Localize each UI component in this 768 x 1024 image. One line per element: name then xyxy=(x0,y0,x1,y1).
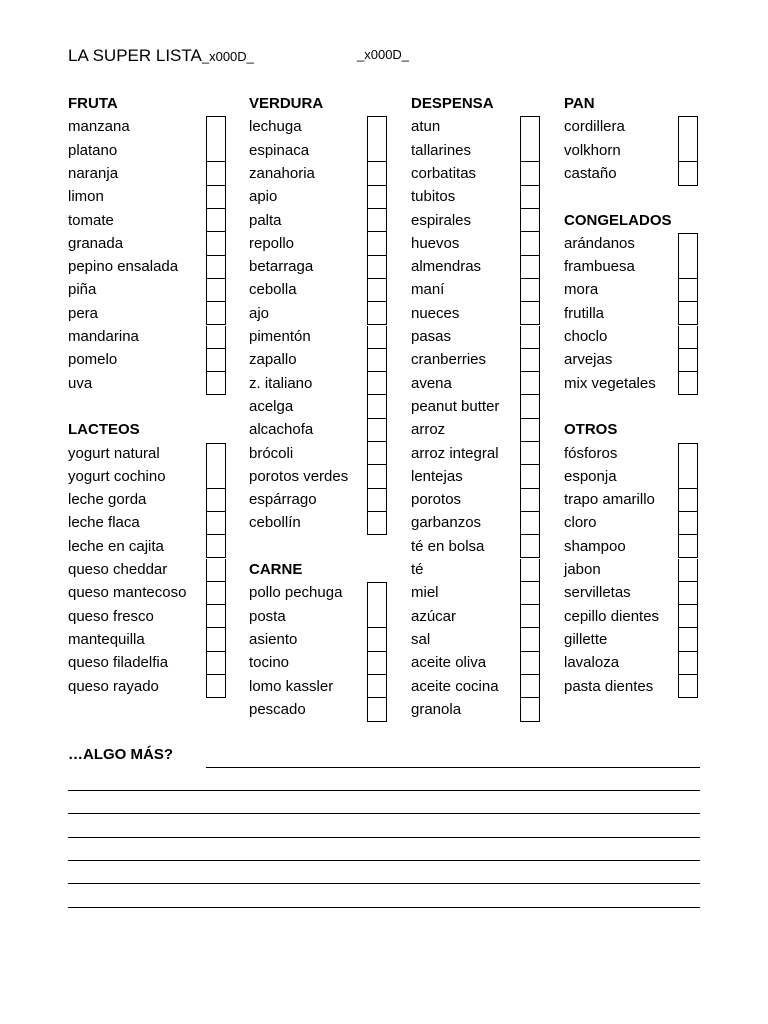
list-item-label: pasta dientes xyxy=(564,677,654,695)
list-item-label: espárrago xyxy=(249,491,317,509)
checkbox[interactable] xyxy=(520,302,540,325)
extra-line[interactable] xyxy=(68,907,700,908)
list-item-label: trapo amarillo xyxy=(564,491,655,509)
list-item-label: posta xyxy=(249,607,286,625)
list-item-label: leche en cajita xyxy=(68,537,164,555)
list-item-label: pollo pechuga xyxy=(249,584,343,602)
list-item-label: volkhorn xyxy=(564,141,621,159)
section-title-despensa: DESPENSA xyxy=(411,95,494,112)
list-item-label: uva xyxy=(68,374,93,392)
checkbox[interactable] xyxy=(520,139,540,162)
list-item-label: huevos xyxy=(411,234,460,252)
list-item-label: queso rayado xyxy=(68,677,159,695)
list-item-label: yogurt natural xyxy=(68,444,160,462)
extra-line[interactable] xyxy=(68,837,700,838)
checkbox[interactable] xyxy=(367,465,387,488)
checkbox[interactable] xyxy=(678,302,698,325)
checkbox[interactable] xyxy=(520,372,540,395)
checkbox[interactable] xyxy=(206,256,226,279)
page-title xyxy=(68,46,254,66)
list-item-label: granola xyxy=(411,700,462,718)
checkbox[interactable] xyxy=(206,279,226,302)
list-item-label: porotos xyxy=(411,491,462,509)
checkbox[interactable] xyxy=(367,628,387,651)
checkbox[interactable] xyxy=(206,326,226,349)
checkbox[interactable] xyxy=(367,419,387,442)
checkbox[interactable] xyxy=(206,675,226,698)
checkbox[interactable] xyxy=(678,326,698,349)
list-item-label: queso cheddar xyxy=(68,561,168,578)
checkbox[interactable] xyxy=(520,465,540,488)
checkbox[interactable] xyxy=(206,465,226,488)
checkbox[interactable] xyxy=(206,559,226,582)
checkbox[interactable] xyxy=(367,652,387,675)
checkbox[interactable] xyxy=(367,675,387,698)
checkbox[interactable] xyxy=(367,698,387,721)
list-item-label: palta xyxy=(249,211,282,229)
checkbox[interactable] xyxy=(520,652,540,675)
list-item-label: arándanos xyxy=(564,234,635,252)
title-text: LA SUPER LISTA xyxy=(68,46,202,65)
checkbox[interactable] xyxy=(367,209,387,232)
list-item-label: piña xyxy=(68,281,97,299)
list-item-label: z. italiano xyxy=(249,374,313,392)
list-item-label: alcachofa xyxy=(249,421,314,439)
list-item-label: yogurt cochino xyxy=(68,467,166,485)
section-title-pan: PAN xyxy=(564,95,595,112)
checkbox[interactable] xyxy=(367,512,387,535)
checkbox[interactable] xyxy=(206,512,226,535)
list-item-label: queso fresco xyxy=(68,607,154,625)
checkbox[interactable] xyxy=(678,652,698,675)
checkbox[interactable] xyxy=(367,279,387,302)
list-item-label: almendras xyxy=(411,258,482,276)
checkbox[interactable] xyxy=(678,162,698,185)
list-item-label: tomate xyxy=(68,211,114,229)
list-item-label: lavaloza xyxy=(564,654,620,672)
list-item-label: pera xyxy=(68,304,99,322)
checkbox[interactable] xyxy=(520,326,540,349)
list-item-label: frambuesa xyxy=(564,258,635,276)
list-item-label: tocino xyxy=(249,654,290,672)
list-item-label: cepillo dientes xyxy=(564,607,660,625)
checkbox[interactable] xyxy=(520,162,540,185)
list-item-label: pimentón xyxy=(249,328,311,345)
list-item-label: mix vegetales xyxy=(564,374,656,392)
list-item-label: espinaca xyxy=(249,141,310,159)
checkbox[interactable] xyxy=(206,116,226,140)
extra-line[interactable] xyxy=(206,767,700,768)
list-item-label: jabon xyxy=(564,561,601,578)
list-item-label: esponja xyxy=(564,467,617,485)
extra-line[interactable] xyxy=(68,860,700,861)
list-item-label: shampoo xyxy=(564,537,626,555)
list-item-label: nueces xyxy=(411,304,460,322)
checkbox[interactable] xyxy=(206,489,226,512)
checkbox[interactable] xyxy=(367,442,387,465)
section-title-otros: OTROS xyxy=(564,421,618,439)
checkbox[interactable] xyxy=(367,186,387,209)
list-item-label: zapallo xyxy=(249,351,297,369)
list-item-label: azúcar xyxy=(411,607,457,625)
list-item-label: queso mantecoso xyxy=(68,584,187,602)
checkbox[interactable] xyxy=(206,349,226,372)
list-item-label: castaño xyxy=(564,164,617,182)
checkbox[interactable] xyxy=(520,582,540,605)
checkbox[interactable] xyxy=(206,605,226,628)
checkbox[interactable] xyxy=(520,279,540,302)
checkbox[interactable] xyxy=(520,349,540,372)
list-item-label: arvejas xyxy=(564,351,613,369)
checkbox[interactable] xyxy=(206,535,226,558)
section-title-fruta: FRUTA xyxy=(68,95,118,112)
checkbox[interactable] xyxy=(678,675,698,698)
list-item-label: zanahoria xyxy=(249,164,315,182)
checkbox[interactable] xyxy=(520,489,540,512)
checkbox[interactable] xyxy=(367,162,387,185)
checkbox[interactable] xyxy=(206,443,226,467)
checkbox[interactable] xyxy=(206,652,226,675)
list-item-label: apio xyxy=(249,188,278,206)
list-item-label: leche flaca xyxy=(68,514,140,532)
list-item-label: granada xyxy=(68,234,124,252)
checkbox[interactable] xyxy=(520,628,540,651)
extra-label: …ALGO MÁS? xyxy=(68,746,173,763)
checkbox[interactable] xyxy=(520,419,540,442)
list-item-label: corbatitas xyxy=(411,164,477,182)
list-item-label: repollo xyxy=(249,234,295,252)
list-item-label: lechuga xyxy=(249,118,302,136)
list-item-label: pomelo xyxy=(68,351,118,369)
list-item-label: cranberries xyxy=(411,351,487,369)
checkbox[interactable] xyxy=(367,582,387,606)
checkbox[interactable] xyxy=(678,349,698,372)
list-item-label: servilletas xyxy=(564,584,631,602)
list-item-label: limon xyxy=(68,188,104,206)
list-item-label: gillette xyxy=(564,630,608,648)
list-item-label: leche gorda xyxy=(68,491,147,509)
checkbox[interactable] xyxy=(206,209,226,232)
checkbox[interactable] xyxy=(367,326,387,349)
checkbox[interactable] xyxy=(206,372,226,395)
list-item-label: arroz xyxy=(411,421,446,439)
list-item-label: lentejas xyxy=(411,467,463,485)
list-item-label: peanut butter xyxy=(411,397,500,415)
list-item-label: garbanzos xyxy=(411,514,482,532)
section-title-carne: CARNE xyxy=(249,561,303,578)
checkbox[interactable] xyxy=(206,186,226,209)
checkbox[interactable] xyxy=(520,395,540,418)
checkbox[interactable] xyxy=(678,512,698,535)
list-item-label: cebolla xyxy=(249,281,297,299)
checkbox[interactable] xyxy=(520,698,540,721)
list-item-label: pepino ensalada xyxy=(68,258,179,276)
list-item-label: pescado xyxy=(249,700,306,718)
checkbox[interactable] xyxy=(520,232,540,255)
checkbox[interactable] xyxy=(678,489,698,512)
list-item-label: mandarina xyxy=(68,328,139,345)
list-item-label: frutilla xyxy=(564,304,605,322)
checkbox[interactable] xyxy=(520,116,540,140)
checkbox[interactable] xyxy=(678,233,698,257)
list-item-label: fósforos xyxy=(564,444,618,462)
list-item-label: brócoli xyxy=(249,444,294,462)
checkbox[interactable] xyxy=(678,443,698,467)
checkbox[interactable] xyxy=(206,232,226,255)
section-title-lacteos: LACTEOS xyxy=(68,421,140,439)
list-item-label: miel xyxy=(411,584,439,602)
checkbox[interactable] xyxy=(678,559,698,582)
checkbox[interactable] xyxy=(520,442,540,465)
list-item-label: avena xyxy=(411,374,452,392)
extra-line[interactable] xyxy=(68,813,700,814)
checkbox[interactable] xyxy=(367,605,387,628)
checkbox[interactable] xyxy=(206,628,226,651)
checkbox[interactable] xyxy=(367,256,387,279)
section-title-congelados: CONGELADOS xyxy=(564,211,672,229)
list-item-label: porotos verdes xyxy=(249,467,349,485)
list-item-label: aceite oliva xyxy=(411,654,487,672)
title-suffix: _x000D_ xyxy=(201,49,254,64)
checkbox[interactable] xyxy=(367,139,387,162)
list-item-label: queso filadelfia xyxy=(68,654,169,672)
section-title-verdura: VERDURA xyxy=(249,95,324,112)
checkbox[interactable] xyxy=(367,232,387,255)
list-item-label: pasas xyxy=(411,328,452,345)
list-item-label: arroz integral xyxy=(411,444,499,462)
checkbox[interactable] xyxy=(367,116,387,140)
list-item-label: tubitos xyxy=(411,188,456,206)
checkbox[interactable] xyxy=(206,582,226,605)
checkbox[interactable] xyxy=(520,675,540,698)
list-item-label: atun xyxy=(411,118,441,136)
checkbox[interactable] xyxy=(678,535,698,558)
checkbox[interactable] xyxy=(678,139,698,162)
list-item-label: aceite cocina xyxy=(411,677,499,695)
checkbox[interactable] xyxy=(367,395,387,418)
list-item-label: asiento xyxy=(249,630,298,648)
checkbox[interactable] xyxy=(678,372,698,395)
checkbox[interactable] xyxy=(678,465,698,488)
extra-line[interactable] xyxy=(68,790,700,791)
checkbox[interactable] xyxy=(678,256,698,279)
checkbox[interactable] xyxy=(678,628,698,651)
list-item-label: lomo kassler xyxy=(249,677,334,695)
list-item-label: ajo xyxy=(249,304,270,322)
list-item-label: cordillera xyxy=(564,118,625,136)
list-item-label: espirales xyxy=(411,211,472,229)
list-item-label: naranja xyxy=(68,164,119,182)
checkbox[interactable] xyxy=(520,535,540,558)
checkbox[interactable] xyxy=(367,372,387,395)
list-item-label: manzana xyxy=(68,118,130,136)
checkbox[interactable] xyxy=(520,512,540,535)
checkbox[interactable] xyxy=(367,489,387,512)
list-item-label: cloro xyxy=(564,514,597,532)
list-item-label: maní xyxy=(411,281,445,299)
checkbox[interactable] xyxy=(520,186,540,209)
checkbox[interactable] xyxy=(206,139,226,162)
list-item-label: té xyxy=(411,561,424,578)
checkbox[interactable] xyxy=(367,302,387,325)
title-marker: _x000D_ xyxy=(357,47,410,62)
list-item-label: mantequilla xyxy=(68,630,145,648)
checkbox[interactable] xyxy=(520,605,540,628)
checkbox[interactable] xyxy=(520,209,540,232)
checkbox[interactable] xyxy=(678,279,698,302)
checkbox[interactable] xyxy=(206,162,226,185)
list-item-label: choclo xyxy=(564,328,608,345)
list-item-label: betarraga xyxy=(249,258,314,276)
extra-line[interactable] xyxy=(68,883,700,884)
checkbox[interactable] xyxy=(367,349,387,372)
list-item-label: acelga xyxy=(249,397,294,415)
checkbox[interactable] xyxy=(678,116,698,140)
list-item-label: sal xyxy=(411,630,431,648)
list-item-label: cebollín xyxy=(249,514,301,532)
checkbox[interactable] xyxy=(206,302,226,325)
list-item-label: tallarines xyxy=(411,141,472,159)
checkbox[interactable] xyxy=(678,605,698,628)
list-item-label: té en bolsa xyxy=(411,537,485,555)
list-item-label: mora xyxy=(564,281,599,299)
list-item-label: platano xyxy=(68,141,118,159)
checkbox[interactable] xyxy=(678,582,698,605)
checkbox[interactable] xyxy=(520,559,540,582)
checkbox[interactable] xyxy=(520,256,540,279)
